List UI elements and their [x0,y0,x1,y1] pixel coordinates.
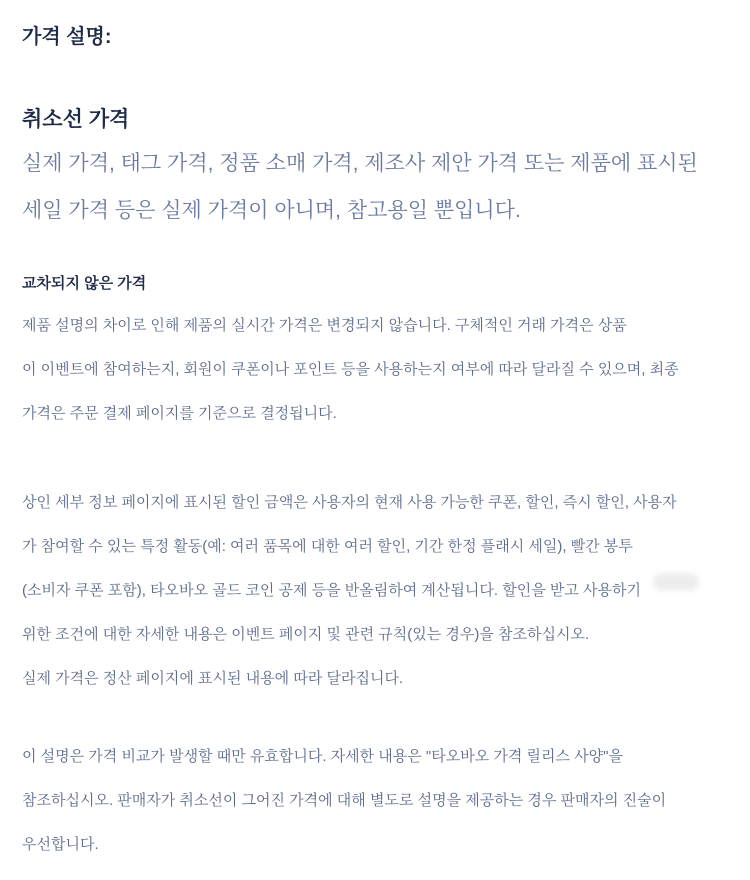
section-heading-noncrossed-price: 교차되지 않은 가격 [22,275,147,292]
text-line: 이 설명은 가격 비교가 발생할 때만 유효합니다. 자세한 내용은 "타오바오 가격 릴리스 사양"을 [22,748,623,765]
text-line: 실제 가격, 태그 가격, 정품 소매 가격, 제조사 제안 가격 또는 제품에 표시된 [22,152,698,175]
text-line: 위한 조건에 대한 자세한 내용은 이벤트 페이지 및 관련 규칙(있는 경우)을 참조하십시오. [22,626,590,643]
highlight-smudge-artifact [653,573,699,590]
page-title: 가격 설명: [22,26,112,48]
noncrossed-price-paragraph-1 [22,304,732,436]
text-line: 세일 가격 등은 실제 가격이 아니며, 참고용일 뿐입니다. [22,199,521,222]
text-line: (소비자 쿠폰 포함), 타오바오 골드 코인 공제 등을 반올림하여 계산됩니다. 할인을 받고 사용하기 [22,582,641,599]
text-line: 실제 가격은 정산 페이지에 표시된 내용에 따라 달라집니다. [22,670,404,687]
text-line: 상인 세부 정보 페이지에 표시된 할인 금액은 사용자의 현재 사용 가능한 쿠폰, 할인, 즉시 할인, 사용자 [22,494,677,511]
text-line: 제품 설명의 차이로 인해 제품의 실시간 가격은 변경되지 않습니다. 구체적인 거래 가격은 상품 [22,317,627,334]
text-line: 참조하십시오. 판매자가 취소선이 그어진 가격에 대해 별도로 설명을 제공하는 경우 판매자의 진술이 [22,792,667,809]
text-line: 가격은 주문 결제 페이지를 기준으로 결정됩니다. [22,405,337,422]
section-heading-strikethrough-price: 취소선 가격 [22,108,130,131]
noncrossed-price-paragraph-3 [22,735,732,867]
text-line: 가 참여할 수 있는 특정 활동(예: 여러 품목에 대한 여러 할인, 기간 한정 플래시 세일), 빨간 봉투 [22,538,633,555]
text-line: 우선합니다. [22,836,99,853]
strikethrough-price-paragraph [22,140,732,234]
noncrossed-price-paragraph-2 [22,481,732,701]
text-line: 이 이벤트에 참여하는지, 회원이 쿠폰이나 포인트 등을 사용하는지 여부에 따라 달라질 수 있으며, 최종 [22,361,679,378]
